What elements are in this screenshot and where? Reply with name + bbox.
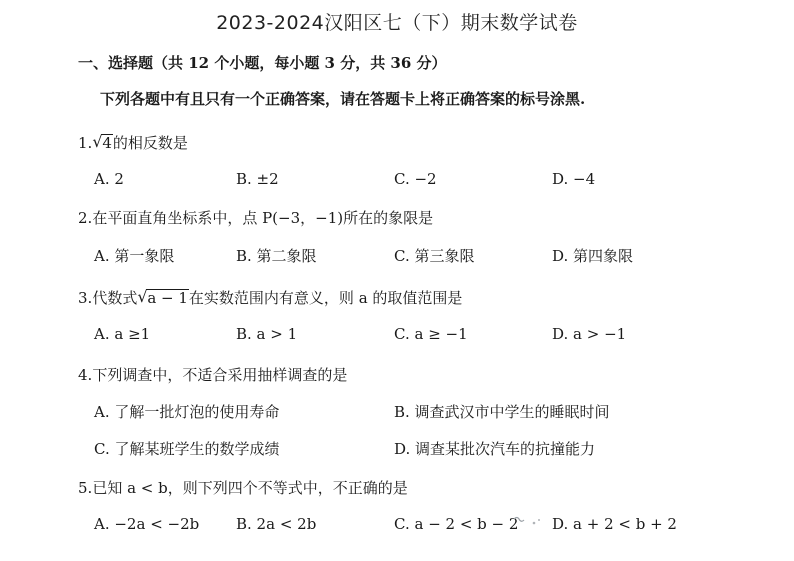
question-1-option-b: B. ±2	[236, 170, 279, 188]
radicand: 4	[102, 134, 112, 152]
question-5-option-c: C. a − 2 < b − 2	[394, 515, 519, 533]
question-text: 的相反数是	[112, 134, 188, 152]
sqrt-expression	[137, 289, 189, 307]
question-4-option-a: A. 了解一批灯泡的使用寿命	[94, 403, 280, 421]
question-1-stem	[78, 132, 188, 153]
section-instruction: 下列各题中有且只有一个正确答案，请在答题卡上将正确答案的标号涂黑.	[100, 90, 586, 108]
question-2-stem	[78, 207, 433, 228]
question-text-before: 代数式	[92, 289, 138, 307]
question-number: 4.	[78, 366, 93, 384]
question-number: 1.	[78, 134, 93, 152]
question-1-option-d: D. −4	[552, 170, 596, 188]
question-text: 已知 a < b，则下列四个不等式中，不正确的是	[92, 479, 408, 497]
section-heading: 一、选择题（共 12 个小题，每小题 3 分，共 36 分）	[78, 54, 447, 72]
question-number: 5.	[78, 479, 93, 497]
question-3-option-c: C. a ≥ −1	[394, 325, 468, 343]
question-2-option-c: C. 第三象限	[394, 247, 475, 265]
question-text: 下列调查中，不适合采用抽样调查的是	[92, 366, 348, 384]
radical-sign-icon: √	[137, 287, 148, 306]
question-number: 2.	[78, 209, 93, 227]
question-5-option-d: D. a + 2 < b + 2	[552, 515, 677, 533]
sqrt-expression	[92, 134, 113, 152]
question-3-option-d: D. a > −1	[552, 325, 627, 343]
question-2-option-b: B. 第二象限	[236, 247, 317, 265]
question-1-option-c: C. −2	[394, 170, 437, 188]
question-4-stem	[78, 364, 347, 385]
question-text: 在实数范围内有意义，则 a 的取值范围是	[188, 289, 463, 307]
radical-sign-icon: √	[92, 132, 103, 151]
question-4-option-c: C. 了解某班学生的数学成绩	[94, 440, 280, 458]
scan-artifact-icon	[512, 513, 546, 529]
question-3-stem	[78, 287, 462, 308]
question-number: 3.	[78, 289, 93, 307]
question-3-option-b: B. a > 1	[236, 325, 298, 343]
question-4-option-b: B. 调查武汉市中学生的睡眠时间	[394, 403, 610, 421]
question-text: 在平面直角坐标系中，点 P(−3，−1)所在的象限是	[92, 209, 434, 227]
question-3-option-a: A. a ≥1	[94, 325, 151, 343]
question-5-option-a: A. −2a < −2b	[94, 515, 200, 533]
question-5-stem	[78, 477, 408, 498]
question-2-option-a: A. 第一象限	[94, 247, 175, 265]
question-5-option-b: B. 2a < 2b	[236, 515, 317, 533]
question-1-option-a: A. 2	[94, 170, 124, 188]
page-title: 2023-2024汉阳区七（下）期末数学试卷	[216, 12, 578, 34]
question-4-option-d: D. 调查某批次汽车的抗撞能力	[394, 440, 596, 458]
radicand: a − 1	[147, 289, 188, 307]
question-2-option-d: D. 第四象限	[552, 247, 634, 265]
